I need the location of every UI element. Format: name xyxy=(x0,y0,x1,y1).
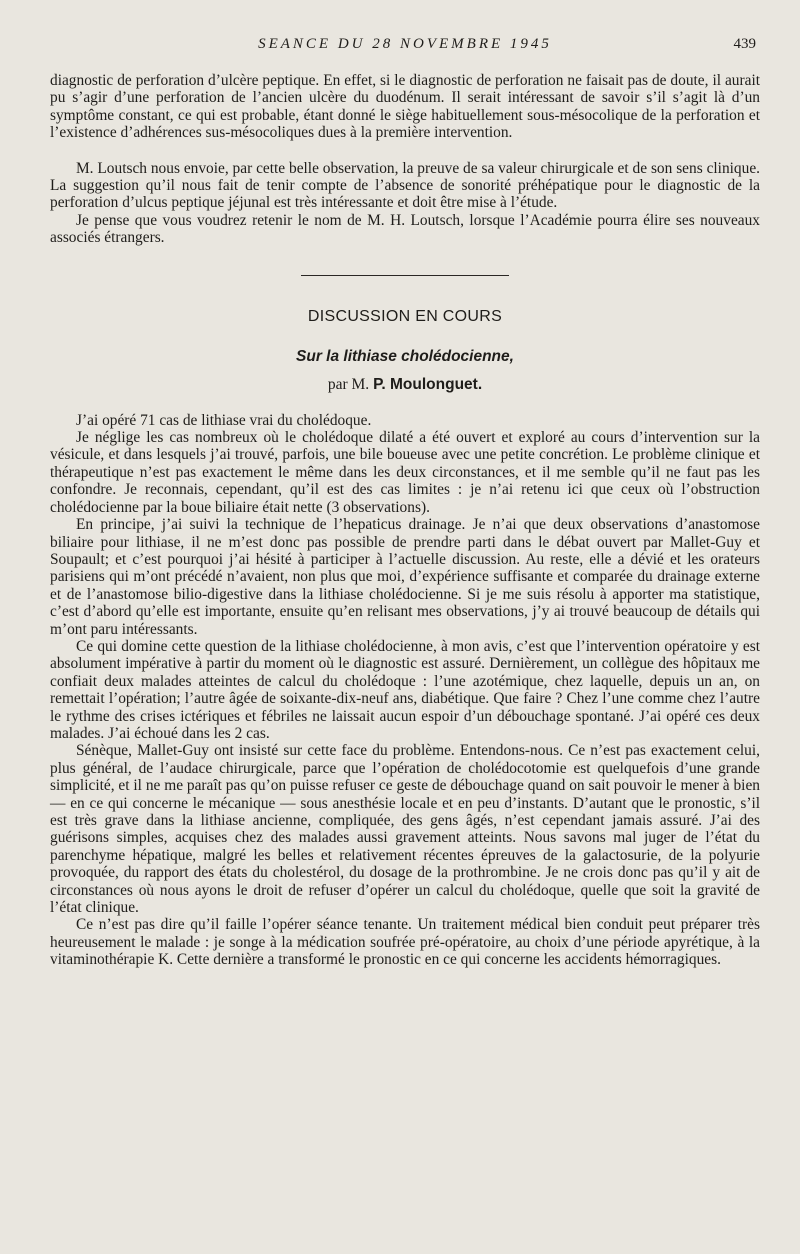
body-paragraph-2: Je néglige les cas nombreux où le cholédoque dilaté a été ouvert et exploré au cours d’intervention sur la vésicule, et dans lesquels j’ai trouvé, parfois, une bile boueuse avec une petite concrétion. Le problème clinique et thérapeutique n’est pas exactement le même dans les deux circonstances, et il me semble qu’il ne faut pas les confondre. Je reconnais, cependant, qu’il est des cas limites : je n’ai retenu ici que ceux où l’obstruction cholédocienne par la boue biliaire était nette (3 observations). xyxy=(50,429,760,516)
previous-article-conclusion xyxy=(50,160,760,247)
article-title: Sur la lithiase cholédocienne, xyxy=(296,347,514,365)
byline xyxy=(50,376,760,394)
previous-paragraph-1: diagnostic de perforation d’ulcère peptique. En effet, si le diagnostic de perforation ne faisait pas de doute, il aurait pu s’agir d’une perforation de l’ancien ulcère du duodénum. Il serait intéressant de savoir s’il s’agit là d’un symptôme constant, ce qui est probable, étant donné le siège habituellement sous-mésocolique de la perforation et l’existence d’adhérences sus-mésocoliques dues à la première intervention. xyxy=(50,72,760,142)
previous-paragraph-2: M. Loutsch nous envoie, par cette belle observation, la preuve de sa valeur chirurgicale et de son sens clinique. La suggestion qu’il nous fait de tenir compte de l’absence de sonorité préhépatique pour le diagnostic de la perforation d’ulcus peptique jéjunal est très intéressante et doit être mise à l’étude. xyxy=(50,159,760,212)
running-title: SEANCE DU 28 NOVEMBRE 1945 xyxy=(258,36,552,52)
author-name: P. Moulonguet. xyxy=(373,375,483,393)
previous-paragraph-3: Je pense que vous voudrez retenir le nom de M. H. Loutsch, lorsque l’Académie pourra élire ses nouveaux associés étrangers. xyxy=(50,211,760,247)
running-head xyxy=(50,36,760,62)
article-body xyxy=(50,412,760,969)
body-paragraph-1: J’ai opéré 71 cas de lithiase vrai du cholédoque. xyxy=(76,411,372,429)
section-heading: DISCUSSION EN COURS xyxy=(307,307,503,325)
body-paragraph-3: En principe, j’ai suivi la technique de l’hepaticus drainage. Je n’ai que deux observations d’anastomose biliaire pour lithiase, il ne m’est donc pas possible de prendre parti dans le débat ouvert par Mallet-Guy et Soupault; et c’est pourquoi j’ai hésité à participer à l’actuelle discussion. Au reste, elle a dévié et les orateurs parisiens qui m’ont précédé n’avaient, non plus que moi, d’expérience suffisante et comparée du drainage externe et de l’anastomose bilio-digestive dans la lithiase cholédocienne. Si je me suis résolu à apporter ma statistique, c’est d’abord qu’elle est importante, ensuite qu’en relisant mes observations, j’y ai trouvé beaucoup de détails qui m’ont paru intéressants. xyxy=(50,516,760,638)
byline-prefix: par M. xyxy=(327,375,370,393)
body-paragraph-4: Ce qui domine cette question de la lithiase cholédocienne, à mon avis, c’est que l’intervention opératoire y est absolument impérative à partir du moment où le diagnostic est assuré. Dernièrement, un collègue des hôpitaux me confiait deux malades atteintes de calcul du cholédoque : l’une azotémique, chez laquelle, depuis un an, on remettait l’opération; l’autre âgée de soixante-dix-neuf ans, diabétique. Que faire ? Chez l’une comme chez l’autre le rythme des crises ictériques et fébriles ne laissait aucun espoir d’un débouchage spontané. J’ai opéré ces deux malades. J’ai échoué dans les 2 cas. xyxy=(50,637,760,742)
section-divider xyxy=(301,275,509,276)
previous-article-end xyxy=(50,72,760,142)
body-paragraph-6: Ce n’est pas dire qu’il faille l’opérer séance tenante. Un traitement médical bien conduit peut préparer très heureusement le malade : je songe à la médication soufrée pré-opératoire, au choix d’une période apyrétique, à la vitaminothérapie K. Cette dernière a transformé le pronostic en ce qui concerne les accidents hémorragiques. xyxy=(50,916,760,969)
page-number: 439 xyxy=(733,36,756,52)
body-paragraph-5: Sénèque, Mallet-Guy ont insisté sur cette face du problème. Entendons-nous. Ce n’est pas exactement celui, plus général, de l’audace chirurgicale, parce que l’opération de cholédocotomie est quelquefois d’une grande simplicité, et il ne me paraît pas qu’on puisse refuser ce geste de débouchage quand on sait pouvoir le mener à bien — en ce qui concerne le mécanique — sous anesthésie locale et en peu d’instants. D’autant que le pronostic, s’il est très grave dans la lithiase ancienne, compliquée, des gens âgés, n’est cependant jamais assuré. J’ai des guérisons simples, acquises chez des malades aussi gravement atteints. Nous savons mal juger de l’état du parenchyme hépatique, malgré les belles et relativement récentes épreuves de la galactosurie, de la polyurie provoquée, du rapport des états du cholestérol, du dosage de la prothrombine. Je ne crois donc pas qu’il y ait de circonstances où nous ayons le droit de refuser d’opérer un calcul du cholédoque, quelle que soit la gravité de l’état clinique. xyxy=(50,742,760,917)
